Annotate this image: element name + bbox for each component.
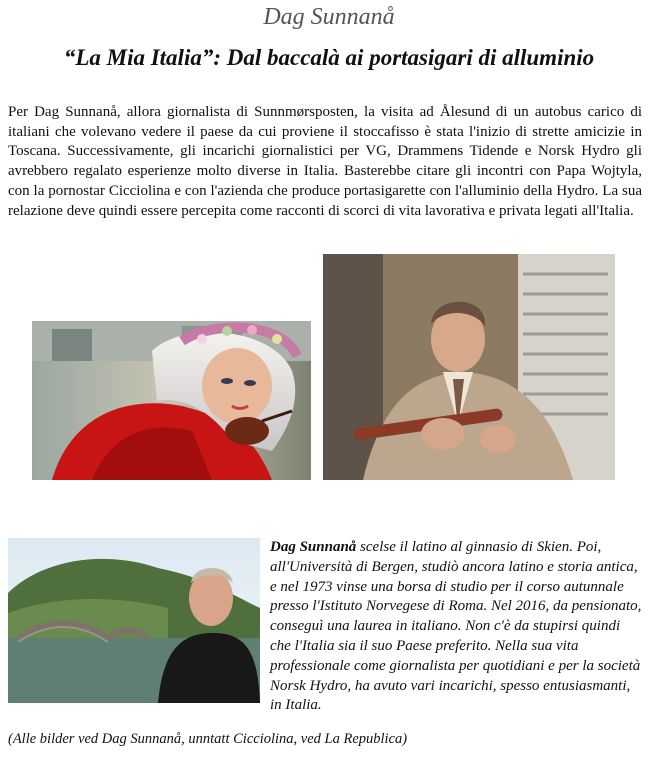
photo-cicciolina xyxy=(32,321,311,480)
article-title: “La Mia Italia”: Dal baccalà ai portasigari di alluminio xyxy=(63,45,595,70)
bio-name: Dag Sunnanå xyxy=(270,539,357,555)
author-name: Dag Sunnanå xyxy=(263,4,395,30)
photo-portrait-man xyxy=(323,254,615,480)
bio-paragraph xyxy=(270,538,642,716)
intro-paragraph: Per Dag Sunnanå, allora giornalista di Sunnmørsposten, la visita ad Ålesund di un autobus carico di italiani che volevano vedere il paese da cui proviene il stoccafisso è stata l'inizio di strette amicizie in Toscana. Successivamente, gli incarichi giornalistici per VG, Drammens Tidende e Norsk Hydro gli avrebbero regalato esperienze molto diverse in Italia. Basterebbe citare gli incontri con Papa Wojtyla, con la pornostar Cicciolina e con l'azienda che produce portasigarette con l'alluminio della Hydro. La sua relazione deve quindi essere percepita come racconti di scorci di vita lavorativa e privata legati all'Italia. xyxy=(8,104,642,219)
photo-credit: (Alle bilder ved Dag Sunnanå, unntatt Cicciolina, ved La Republica) xyxy=(8,731,408,747)
photo-bridge xyxy=(8,538,260,703)
bio-text: scelse il latino al ginnasio di Skien. Poi, all'Università di Bergen, studiò ancora latino e storia antica, e nel 1973 vinse una borsa di studio per il corso autunnale presso l'Istituto Norvegese di Roma. Nel 2016, da pensionato, conseguì una laurea in italiano. Non c'è da stupirsi quindi che l'Italia sia il suo Paese preferito. Nella sua vita professionale come giornalista per quotidiani e per la società Norsk Hydro, ha avuto vari incarichi, spesso entusiasmanti, in Italia. xyxy=(270,539,642,714)
